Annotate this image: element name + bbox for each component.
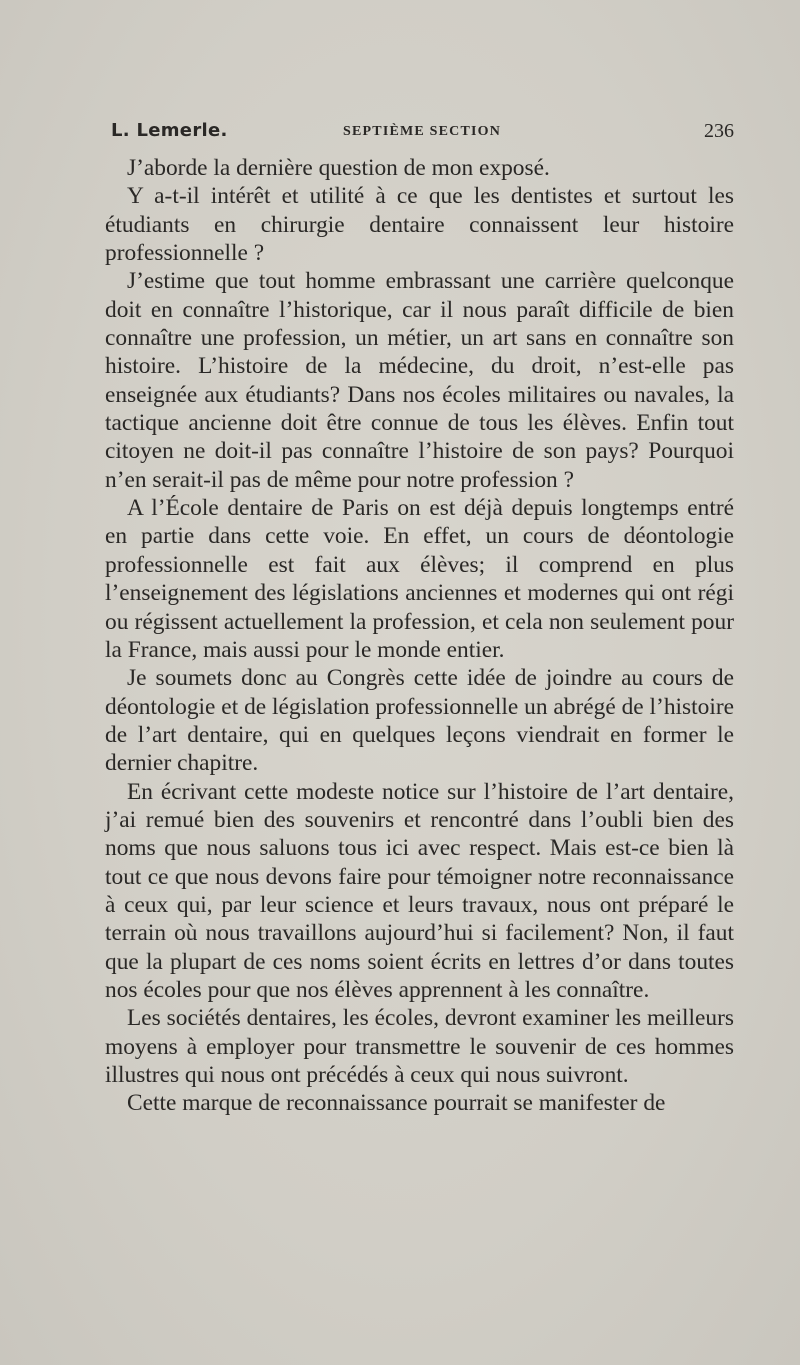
paragraph: J’aborde la dernière question de mon exposé.	[127, 155, 550, 181]
paragraph: En écrivant cette modeste notice sur l’histoire de l’art dentaire, j’ai remué bien des souvenirs et rencontré dans l’oubli bien des noms que nous saluons tous ici avec respect. Mais est-ce bien là tout ce que nous devons faire pour témoigner notre reconnaissance à ceux qui, par leur science et leurs travaux, nous ont préparé le terrain où nous travaillons aujourd’hui si facilement? Non, il faut que la plupart de ces noms soient écrits en lettres d’or dans toutes nos écoles pour que nos élèves apprennent à les connaître.	[105, 778, 734, 1003]
paragraph: J’estime que tout homme embrassant une carrière quelconque doit en connaître l’historique, car il nous paraît difficile de bien connaître une profession, un métier, un art sans en connaître son histoire. L’histoire de la médecine, du droit, n’est-elle pas enseignée aux étudiants? Dans nos écoles militaires ou navales, la tactique ancienne doit être connue de tous les élèves. Enfin tout citoyen ne doit-il pas connaître l’histoire de son pays? Pourquoi n’en serait-il pas de même pour notre profession ?	[105, 268, 734, 493]
paragraph: A l’École dentaire de Paris on est déjà depuis longtemps entré en partie dans cette voie. En effet, un cours de déontologie professionnelle est fait aux élèves; il comprend en plus l’enseignement des législations anciennes et modernes qui ont régi ou régissent actuellement la profession, et cela non seulement pour la France, mais aussi pour le monde entier.	[105, 495, 734, 663]
paragraph: Y a-t-il intérêt et utilité à ce que les dentistes et surtout les étudiants en chirurgie dentaire connaissent leur histoire professionnelle ?	[105, 183, 734, 267]
running-header	[111, 120, 734, 146]
paragraph: Cette marque de reconnaissance pourrait se manifester de	[127, 1090, 666, 1117]
header-author: L. Lemerle.	[111, 120, 228, 141]
header-section: SEPTIÈME SECTION	[343, 124, 502, 139]
paragraph: Je soumets donc au Congrès cette idée de joindre au cours de déontologie et de législation professionnelle un abrégé de l’histoire de l’art dentaire, qui en quelques leçons viendrait en former le dernier chapitre.	[105, 665, 734, 777]
body-text	[105, 154, 734, 1118]
paragraph: Les sociétés dentaires, les écoles, devront examiner les meilleurs moyens à employer pour transmettre le souvenir de ces hommes illustres qui nous ont précédés à ceux qui nous suivront.	[105, 1005, 734, 1088]
page-number: 236	[704, 120, 734, 142]
